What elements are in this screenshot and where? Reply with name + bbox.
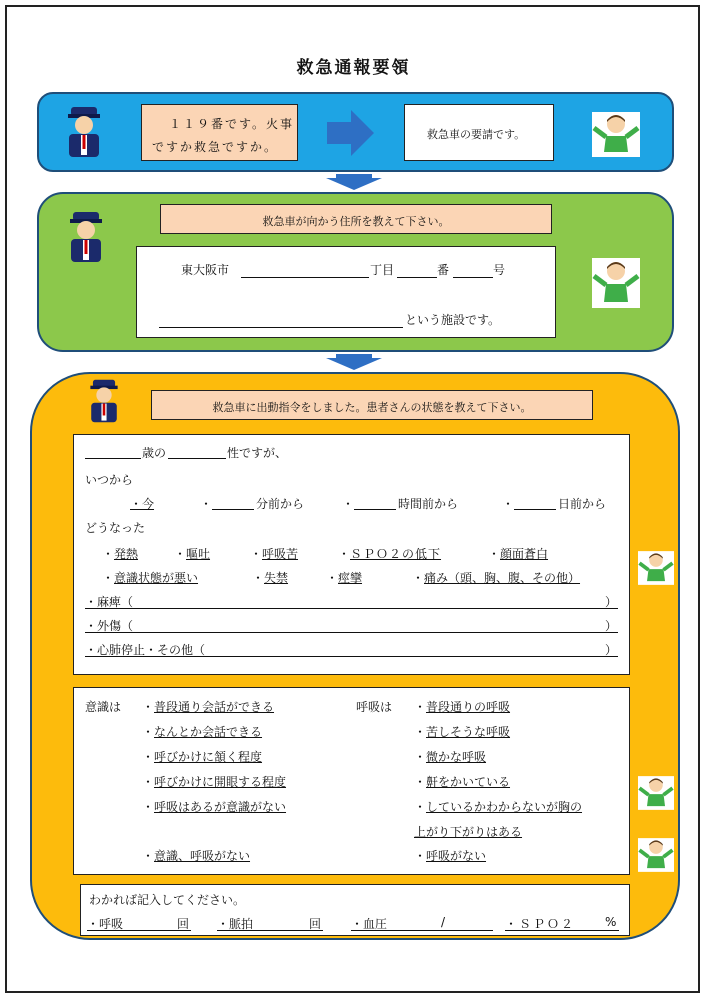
close-paren: ） <box>605 595 618 609</box>
consciousness-option[interactable]: 普段通り会話ができる <box>154 700 275 714</box>
dispatcher-icon <box>65 210 107 264</box>
bullet: ・ <box>142 700 155 714</box>
spo2-field[interactable] <box>505 930 619 931</box>
hours-field[interactable] <box>354 509 396 510</box>
sex-field[interactable] <box>168 458 226 459</box>
dispatcher-icon <box>86 378 122 424</box>
address-go: 号 <box>493 263 506 277</box>
bullet: ・ <box>414 775 427 789</box>
bullet: ・ <box>414 849 427 863</box>
symptoms-box <box>73 434 630 675</box>
breathing-label: 呼吸は <box>356 700 393 714</box>
symptom-seizure[interactable]: 痙攣 <box>338 571 363 585</box>
step2-dispatcher-bubble <box>160 204 552 234</box>
bullet: ・ <box>85 619 98 633</box>
page-title: 救急通報要領 <box>296 58 411 78</box>
step1-caller-bubble <box>404 104 554 161</box>
resp-unit: 回 <box>177 917 190 931</box>
arrest-field[interactable] <box>85 656 618 657</box>
down-arrow-icon <box>326 174 382 190</box>
symptom-incontinence[interactable]: 失禁 <box>264 571 289 585</box>
resp-field[interactable] <box>87 930 191 931</box>
caller-icon <box>592 112 640 157</box>
arrest-label: 心肺停止・その他（ <box>97 643 206 657</box>
consciousness-label: 意識は <box>85 700 122 714</box>
bullet: ・ <box>414 700 427 714</box>
facility-suffix: という施設です。 <box>405 313 501 327</box>
bullet: ・ <box>174 547 187 561</box>
step3-dispatcher-text: 救急車に出動指令をしました。患者さんの状態を教えて下さい。 <box>212 401 532 414</box>
days-field[interactable] <box>514 509 556 510</box>
caller-icon <box>638 551 674 585</box>
resp-label: ・呼吸 <box>87 917 124 931</box>
bullet: ・ <box>85 643 98 657</box>
symptom-pain[interactable]: 痛み（頭、胸、腹、その他） <box>424 571 581 585</box>
address-city: 東大阪市 <box>181 263 230 277</box>
bullet: ・ <box>142 800 155 814</box>
minutes-field[interactable] <box>212 509 254 510</box>
since-now-option[interactable]: ・今 <box>130 497 155 511</box>
address-ban-field[interactable] <box>453 277 493 278</box>
consciousness-option[interactable]: 呼びかけに開眼する程度 <box>154 775 287 789</box>
bp-separator: / <box>441 915 446 929</box>
bullet: ・ <box>414 725 427 739</box>
bullet: ・ <box>142 725 155 739</box>
breathing-option[interactable]: 苦しそうな呼吸 <box>426 725 511 739</box>
bullet: ・ <box>414 800 427 814</box>
down-arrow-icon <box>326 354 382 370</box>
bullet: ・ <box>85 595 98 609</box>
step3-dispatcher-bubble <box>151 390 593 420</box>
since-label: いつから <box>85 473 134 487</box>
caller-icon <box>638 776 674 810</box>
bullet: ・ <box>250 547 263 561</box>
step1-dispatcher-bubble <box>141 104 298 161</box>
consciousness-option[interactable]: なんとか会話できる <box>154 725 263 739</box>
breathing-option-cont[interactable]: 上がり下がりはある <box>414 825 523 839</box>
bullet: ・ <box>200 497 213 511</box>
symptom-fever[interactable]: 発熱 <box>114 547 139 561</box>
hours-label: 時間前から <box>398 497 459 511</box>
bullet: ・ <box>326 571 339 585</box>
step1-caller-text: 救急車の要請です。 <box>427 128 526 141</box>
address-chome: 丁目 <box>370 263 395 277</box>
status-box <box>73 687 630 875</box>
vitals-box <box>80 884 630 936</box>
right-arrow-icon <box>327 110 375 156</box>
bullet: ・ <box>342 497 355 511</box>
address-ban: 番 <box>437 263 450 277</box>
caller-icon <box>638 838 674 872</box>
spo2-label: ・ＳＰＯ２ <box>505 917 576 931</box>
vitals-prompt: わかれば記入してください。 <box>89 893 246 907</box>
sex-suffix: 性ですが、 <box>227 446 288 460</box>
trauma-label: 外傷（ <box>97 619 134 633</box>
step2-address-bubble <box>136 246 556 338</box>
bp-label: ・血圧 <box>351 917 388 931</box>
breathing-option[interactable]: しているかわからないが胸の <box>426 800 583 814</box>
consciousness-option[interactable]: 意識、呼吸がない <box>154 849 251 863</box>
spo2-unit: % <box>605 915 617 929</box>
facility-name-field[interactable] <box>159 327 403 328</box>
pulse-label: ・脈拍 <box>217 917 254 931</box>
bullet: ・ <box>102 547 115 561</box>
close-paren: ） <box>605 619 618 633</box>
bullet: ・ <box>142 750 155 764</box>
breathing-option[interactable]: 呼吸がない <box>426 849 487 863</box>
step2-dispatcher-text: 救急車が向かう住所を教えて下さい。 <box>262 215 450 228</box>
consciousness-option[interactable]: 呼吸はあるが意識がない <box>154 800 287 814</box>
bp-field[interactable] <box>351 930 493 931</box>
paralysis-field[interactable] <box>85 608 618 609</box>
pulse-unit: 回 <box>309 917 322 931</box>
age-field[interactable] <box>85 458 141 459</box>
bullet: ・ <box>412 571 425 585</box>
bullet: ・ <box>488 547 501 561</box>
consciousness-option[interactable]: 呼びかけに頷く程度 <box>154 750 263 764</box>
pulse-field[interactable] <box>217 930 323 931</box>
step1-dispatcher-line1: １１９番です。火事 <box>169 117 295 131</box>
symptom-vomit[interactable]: 嘔吐 <box>186 547 211 561</box>
caller-icon <box>592 258 640 308</box>
breathing-option[interactable]: 鼾をかいている <box>426 775 511 789</box>
days-label: 日前から <box>558 497 607 511</box>
bullet: ・ <box>502 497 515 511</box>
step1-dispatcher-line2: ですか救急ですか。 <box>152 140 279 154</box>
address-area-field[interactable] <box>241 277 369 278</box>
what-label: どうなった <box>85 521 146 535</box>
breathing-option[interactable]: 普段通りの呼吸 <box>426 700 511 714</box>
dispatcher-icon <box>63 105 105 159</box>
symptom-spo2[interactable]: ＳＰＯ２の低下 <box>350 547 442 561</box>
bullet: ・ <box>338 547 351 561</box>
bullet: ・ <box>142 849 155 863</box>
paralysis-label: 麻痺（ <box>97 595 134 609</box>
close-paren: ） <box>605 643 618 657</box>
bullet: ・ <box>102 571 115 585</box>
trauma-field[interactable] <box>85 632 618 633</box>
symptom-pale[interactable]: 顔面蒼白 <box>500 547 549 561</box>
symptom-consciousness[interactable]: 意識状態が悪い <box>114 571 199 585</box>
address-chome-field[interactable] <box>397 277 437 278</box>
breathing-option[interactable]: 微かな呼吸 <box>426 750 487 764</box>
symptom-dyspnea[interactable]: 呼吸苦 <box>262 547 299 561</box>
minutes-label: 分前から <box>256 497 305 511</box>
bullet: ・ <box>252 571 265 585</box>
bullet: ・ <box>414 750 427 764</box>
age-suffix: 歳の <box>142 446 167 460</box>
bullet: ・ <box>142 775 155 789</box>
